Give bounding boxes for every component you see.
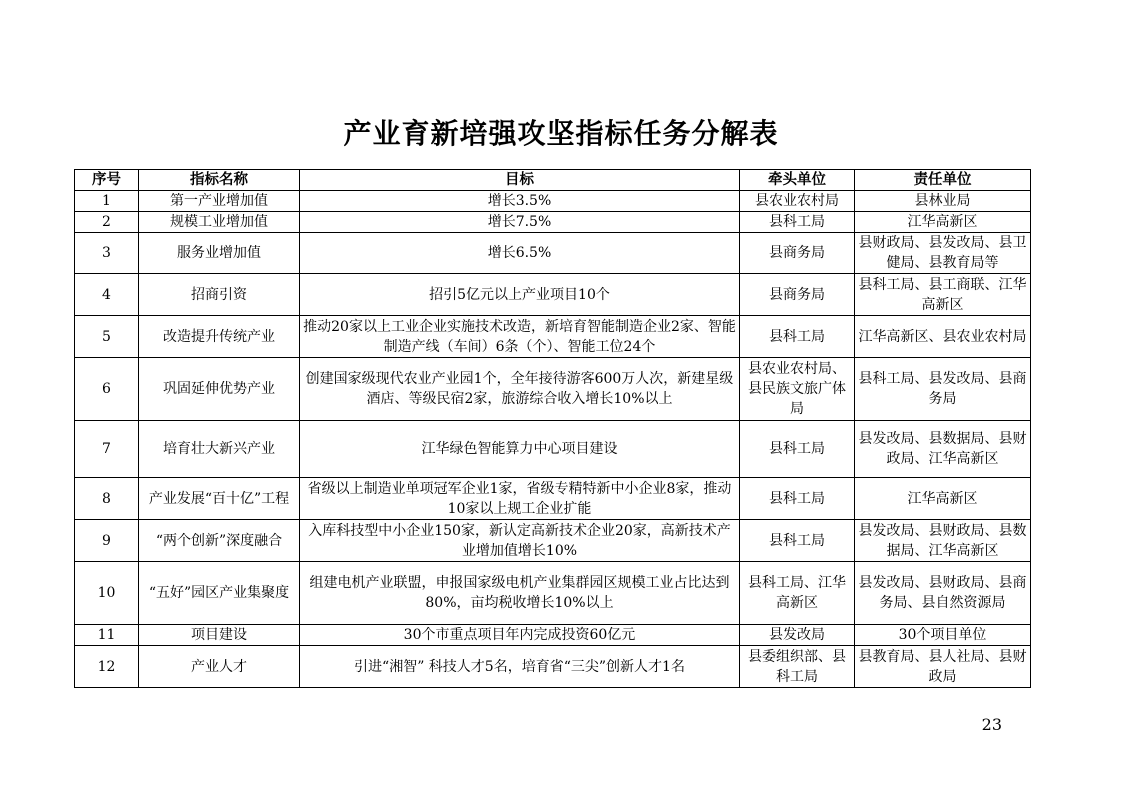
row-lead-unit: 县科工局: [740, 212, 855, 233]
row-target: 入库科技型中小企业150家，新认定高新技术企业20家，高新技术产业增加值增长10%: [300, 520, 740, 562]
row-index: 4: [75, 274, 139, 316]
row-responsible-unit: 县科工局、县发改局、县商务局: [855, 358, 1031, 421]
task-breakdown-table: [74, 169, 1031, 688]
table-row: [75, 212, 1031, 233]
table-row: [75, 316, 1031, 358]
row-responsible-unit: 30个项目单位: [855, 625, 1031, 646]
row-target: 组建电机产业联盟，申报国家级电机产业集群园区规模工业占比达到80%，亩均税收增长10%以上: [300, 562, 740, 625]
row-index: 11: [75, 625, 139, 646]
row-target: 30个市重点项目年内完成投资60亿元: [300, 625, 740, 646]
row-target: 省级以上制造业单项冠军企业1家，省级专精特新中小企业8家，推动 10家以上规工企业扩能: [300, 478, 740, 520]
row-index: 12: [75, 646, 139, 688]
header-index: 序号: [75, 170, 139, 191]
header-lead-unit: 牵头单位: [740, 170, 855, 191]
header-target: 目标: [300, 170, 740, 191]
row-indicator-name: 服务业增加值: [139, 233, 300, 274]
table-row: [75, 625, 1031, 646]
row-index: 5: [75, 316, 139, 358]
row-lead-unit: 县科工局: [740, 520, 855, 562]
row-lead-unit: 县科工局: [740, 316, 855, 358]
row-target: 增长3.5%: [300, 191, 740, 212]
row-lead-unit: 县科工局: [740, 478, 855, 520]
page-title: 产业育新培强攻坚指标任务分解表: [343, 117, 779, 150]
table-header-row: [75, 170, 1031, 191]
row-indicator-name: 第一产业增加值: [139, 191, 300, 212]
row-responsible-unit: 江华高新区: [855, 212, 1031, 233]
header-responsible-unit: 责任单位: [855, 170, 1031, 191]
row-index: 9: [75, 520, 139, 562]
row-lead-unit: 县发改局: [740, 625, 855, 646]
row-index: 10: [75, 562, 139, 625]
table-row: [75, 233, 1031, 274]
row-target: 招引5亿元以上产业项目10个: [300, 274, 740, 316]
row-index: 7: [75, 421, 139, 478]
table-row: [75, 646, 1031, 688]
row-indicator-name: 改造提升传统产业: [139, 316, 300, 358]
row-target: 增长6.5%: [300, 233, 740, 274]
row-responsible-unit: 县发改局、县数据局、县财政局、江华高新区: [855, 421, 1031, 478]
row-index: 6: [75, 358, 139, 421]
row-indicator-name: “两个创新”深度融合: [139, 520, 300, 562]
table-row: [75, 520, 1031, 562]
row-index: 3: [75, 233, 139, 274]
row-responsible-unit: 县发改局、县财政局、县数据局、江华高新区: [855, 520, 1031, 562]
row-lead-unit: 县委组织部、县科工局: [740, 646, 855, 688]
row-index: 8: [75, 478, 139, 520]
row-target: 江华绿色智能算力中心项目建设: [300, 421, 740, 478]
row-responsible-unit: 县教育局、县人社局、县财政局: [855, 646, 1031, 688]
header-indicator-name: 指标名称: [139, 170, 300, 191]
row-lead-unit: 县农业农村局: [740, 191, 855, 212]
row-lead-unit: 县科工局: [740, 421, 855, 478]
row-indicator-name: 巩固延伸优势产业: [139, 358, 300, 421]
row-responsible-unit: 县财政局、县发改局、县卫健局、县教育局等: [855, 233, 1031, 274]
table-row: [75, 191, 1031, 212]
row-indicator-name: 培育壮大新兴产业: [139, 421, 300, 478]
row-responsible-unit: 县科工局、县工商联、江华高新区: [855, 274, 1031, 316]
row-responsible-unit: 江华高新区、县农业农村局: [855, 316, 1031, 358]
row-indicator-name: 招商引资: [139, 274, 300, 316]
row-indicator-name: 产业发展“百十亿”工程: [139, 478, 300, 520]
page-number: 23: [981, 715, 1002, 734]
table-row: [75, 358, 1031, 421]
row-index: 2: [75, 212, 139, 233]
row-responsible-unit: 江华高新区: [855, 478, 1031, 520]
row-indicator-name: 产业人才: [139, 646, 300, 688]
row-target: 增长7.5%: [300, 212, 740, 233]
table-row: [75, 478, 1031, 520]
row-target: 推动20家以上工业企业实施技术改造，新培育智能制造企业2家、智能制造产线（车间）6条（个）、智能工位24个: [300, 316, 740, 358]
table-row: [75, 274, 1031, 316]
row-lead-unit: 县商务局: [740, 274, 855, 316]
row-index: 1: [75, 191, 139, 212]
row-lead-unit: 县商务局: [740, 233, 855, 274]
row-indicator-name: 项目建设: [139, 625, 300, 646]
table-row: [75, 421, 1031, 478]
row-lead-unit: 县农业农村局、县民族文旅广体局: [740, 358, 855, 421]
row-target: 创建国家级现代农业产业园1个，全年接待游客600万人次，新建星级酒店、等级民宿2家，旅游综合收入增长10%以上: [300, 358, 740, 421]
row-indicator-name: 规模工业增加值: [139, 212, 300, 233]
row-responsible-unit: 县发改局、县财政局、县商务局、县自然资源局: [855, 562, 1031, 625]
row-responsible-unit: 县林业局: [855, 191, 1031, 212]
row-lead-unit: 县科工局、江华高新区: [740, 562, 855, 625]
table-row: [75, 562, 1031, 625]
row-target: 引进“湘智” 科技人才5名，培育省“三尖”创新人才1名: [300, 646, 740, 688]
row-indicator-name: “五好”园区产业集聚度: [139, 562, 300, 625]
